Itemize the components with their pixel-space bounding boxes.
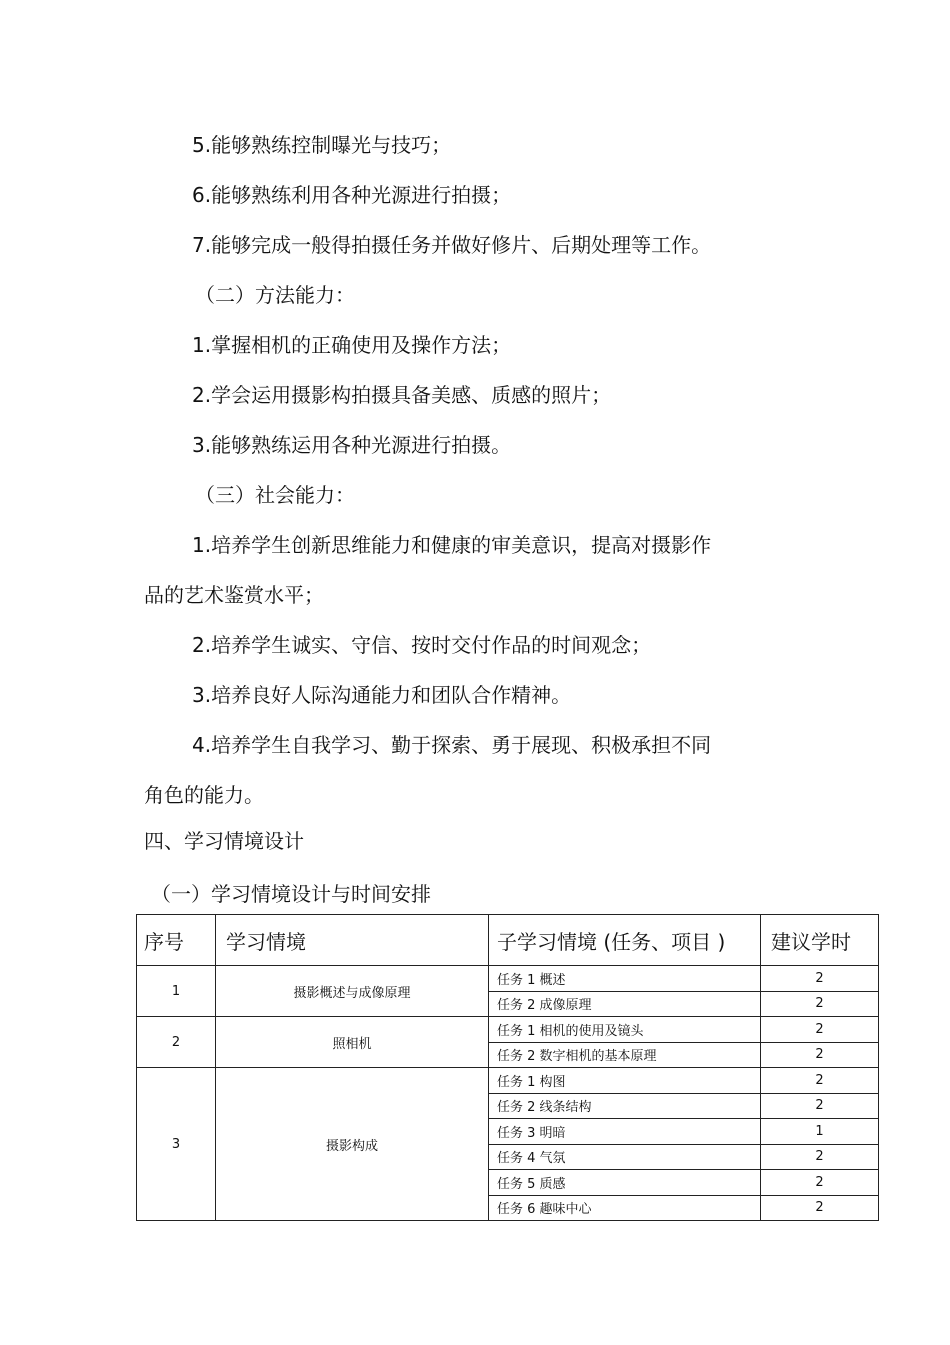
ability-item-6: 6.能够熟练利用各种光源进行拍摄； xyxy=(192,183,512,207)
row-hours: 2 xyxy=(761,1144,879,1170)
table-row xyxy=(137,966,879,992)
chapter-heading: 四、学习情境设计 xyxy=(144,829,304,853)
social-item-4: 4.培养学生自我学习、勤于探索、勇于展现、积极承担不同 xyxy=(192,733,712,757)
table-caption: （一）学习情境设计与时间安排 xyxy=(151,882,431,906)
row-situation: 摄影构成 xyxy=(216,1068,489,1221)
section-heading-method: （二）方法能力： xyxy=(195,283,355,307)
row-hours: 2 xyxy=(761,1195,879,1221)
section-heading-social: （三）社会能力： xyxy=(195,483,355,507)
header-no: 序号 xyxy=(137,915,216,966)
row-hours: 2 xyxy=(761,1093,879,1119)
social-item-3: 3.培养良好人际沟通能力和团队合作精神。 xyxy=(192,683,572,707)
table-row xyxy=(137,1017,879,1043)
row-task: 任务 3 明暗 xyxy=(489,1119,761,1145)
method-item-1: 1.掌握相机的正确使用及操作方法； xyxy=(192,333,512,357)
row-hours: 2 xyxy=(761,1068,879,1094)
social-item-2: 2.培养学生诚实、守信、按时交付作品的时间观念； xyxy=(192,633,652,657)
row-no: 1 xyxy=(137,966,216,1017)
header-hours: 建议学时 xyxy=(761,915,879,966)
method-item-2: 2.学会运用摄影构拍摄具备美感、质感的照片； xyxy=(192,383,612,407)
social-item-4-cont: 角色的能力。 xyxy=(144,783,264,807)
social-item-1: 1.培养学生创新思维能力和健康的审美意识，提高对摄影作 xyxy=(192,533,712,557)
ability-item-7: 7.能够完成一般得拍摄任务并做好修片、后期处理等工作。 xyxy=(192,233,712,257)
row-task: 任务 2 数字相机的基本原理 xyxy=(489,1042,761,1068)
row-task: 任务 1 构图 xyxy=(489,1068,761,1094)
header-sub-situation: 子学习情境 (任务、项目 ) xyxy=(489,915,761,966)
header-situation: 学习情境 xyxy=(216,915,489,966)
row-situation: 摄影概述与成像原理 xyxy=(216,966,489,1017)
schedule-table xyxy=(136,914,879,1221)
ability-item-5: 5.能够熟练控制曝光与技巧； xyxy=(192,133,452,157)
row-hours: 1 xyxy=(761,1119,879,1145)
row-no: 2 xyxy=(137,1017,216,1068)
row-no: 3 xyxy=(137,1068,216,1221)
method-item-3: 3.能够熟练运用各种光源进行拍摄。 xyxy=(192,433,512,457)
social-item-1-cont: 品的艺术鉴赏水平； xyxy=(144,583,324,607)
row-task: 任务 2 成像原理 xyxy=(489,991,761,1017)
table-header-row xyxy=(137,915,879,966)
row-situation: 照相机 xyxy=(216,1017,489,1068)
row-task: 任务 1 概述 xyxy=(489,966,761,992)
row-task: 任务 6 趣味中心 xyxy=(489,1195,761,1221)
row-hours: 2 xyxy=(761,1017,879,1043)
row-task: 任务 1 相机的使用及镜头 xyxy=(489,1017,761,1043)
row-hours: 2 xyxy=(761,991,879,1017)
row-task: 任务 4 气氛 xyxy=(489,1144,761,1170)
table-row xyxy=(137,1068,879,1094)
row-hours: 2 xyxy=(761,966,879,992)
row-hours: 2 xyxy=(761,1170,879,1196)
row-hours: 2 xyxy=(761,1042,879,1068)
row-task: 任务 2 线条结构 xyxy=(489,1093,761,1119)
row-task: 任务 5 质感 xyxy=(489,1170,761,1196)
